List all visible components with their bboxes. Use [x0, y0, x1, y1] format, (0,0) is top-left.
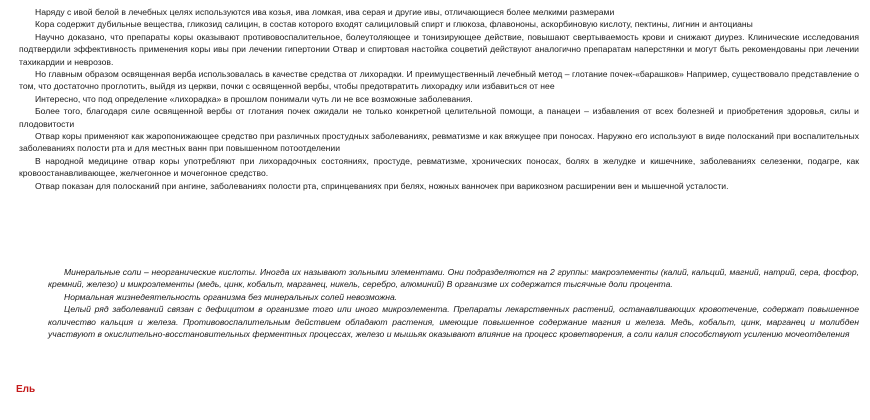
paragraph: Нормальная жизнедеятельность организма без минеральных солей невозможна. — [64, 291, 398, 302]
section-heading: Ель — [16, 384, 36, 395]
paragraph: Кора содержит дубильные вещества, гликозид салицин, в состав которого входят салициловый спирт и глюкоза, флавононы, аскорбиновую кислоту, пектины, лигнин и антоцианы — [35, 19, 753, 30]
paragraph: Отвар показан для полосканий при ангине, заболеваниях полости рта, спринцеваниях при белях, ножных ванночек при варикозном расширении вен и мышечной усталости. — [35, 180, 729, 191]
paragraph: В народной медицине отвар коры употребляют при лихорадочных состояниях, простуде, ревматизме, хронических поносах, болях в желудке и кишечнике, заболеваниях селезенки, подагре, как кровоостанавливающее, желчегонное и мочегонное средство. — [19, 155, 859, 179]
paragraph: Целый ряд заболеваний связан с дефицитом в организме того или иного микроэлемента. Препараты лекарственных растений, останавливающих кровотечение, содержат повышенное количество кальция и железа. Противовоспалительным действием обладают растения, имеющие повышенное содержание магния и железа. Медь, кобальт, цинк, марганец и молибден участвуют в окислительно-восстановительных ферментных процессах, железо и мышьяк оказывают влияние на процесс кроветворения, а соли калия способствуют усилению мочеотделения — [48, 304, 859, 340]
paragraph: Но главным образом освященная верба использовалась в качестве средства от лихорадки. И преимущественный лечебный метод – глотание почек-«барашков» Например, существовало представление о том, что достаточно проглотить, выйдя из церкви, почки с освященной вербы, чтобы предотвратить лихорадку или избавиться от нее — [19, 69, 859, 92]
paragraph: Наряду с ивой белой в лечебных целях используются ива козья, ива ломкая, ива серая и другие ивы, отличающиеся более мелкими размерами — [35, 7, 615, 17]
article-text — [19, 6, 859, 192]
paragraph: Отвар коры применяют как жаропонижающее средство при различных простудных заболеваниях, ревматизме и как вяжущее при поносах. Наружно его используют в виде полосканий при воспалительных заболеваниях полости рта и для местных ванн при повышенном потоотделении — [19, 131, 859, 154]
minerals-section — [48, 266, 859, 340]
paragraph: Научно доказано, что препараты коры оказывают противовоспалительное, болеутоляющее и тонизирующее действие, повышают свертываемость крови и снижают диурез. Клинические исследования подтвердили эффективность применения коры ивы при лечении гипертонии Отвар и спиртовая настойка соцветий действуют аналогично препаратам наперстянки и могут быть рекомендованы при лечении тахикардии и неврозов. — [19, 31, 859, 67]
paragraph: Интересно, что под определение «лихорадка» в прошлом понимали чуть ли не все возможные заболевания. — [35, 93, 473, 104]
paragraph: Более того, благодаря силе освященной вербы от глотания почек ожидали не только конкретной целительной помощи, а панацеи – избавления от всех болезней и приобретения здоровья, силы и плодовитости — [19, 106, 859, 129]
paragraph: Минеральные соли – неорганические кислоты. Иногда их называют зольными элементами. Они подразделяются на 2 группы: макроэлементы (калий, кальций, магний, натрий, сера, фосфор, кремний, железо) и микроэлементы (медь, цинк, кобальт, марганец, никель, серебро, алюминий) В организме их содержатся тысячные доли процента. — [48, 267, 859, 290]
